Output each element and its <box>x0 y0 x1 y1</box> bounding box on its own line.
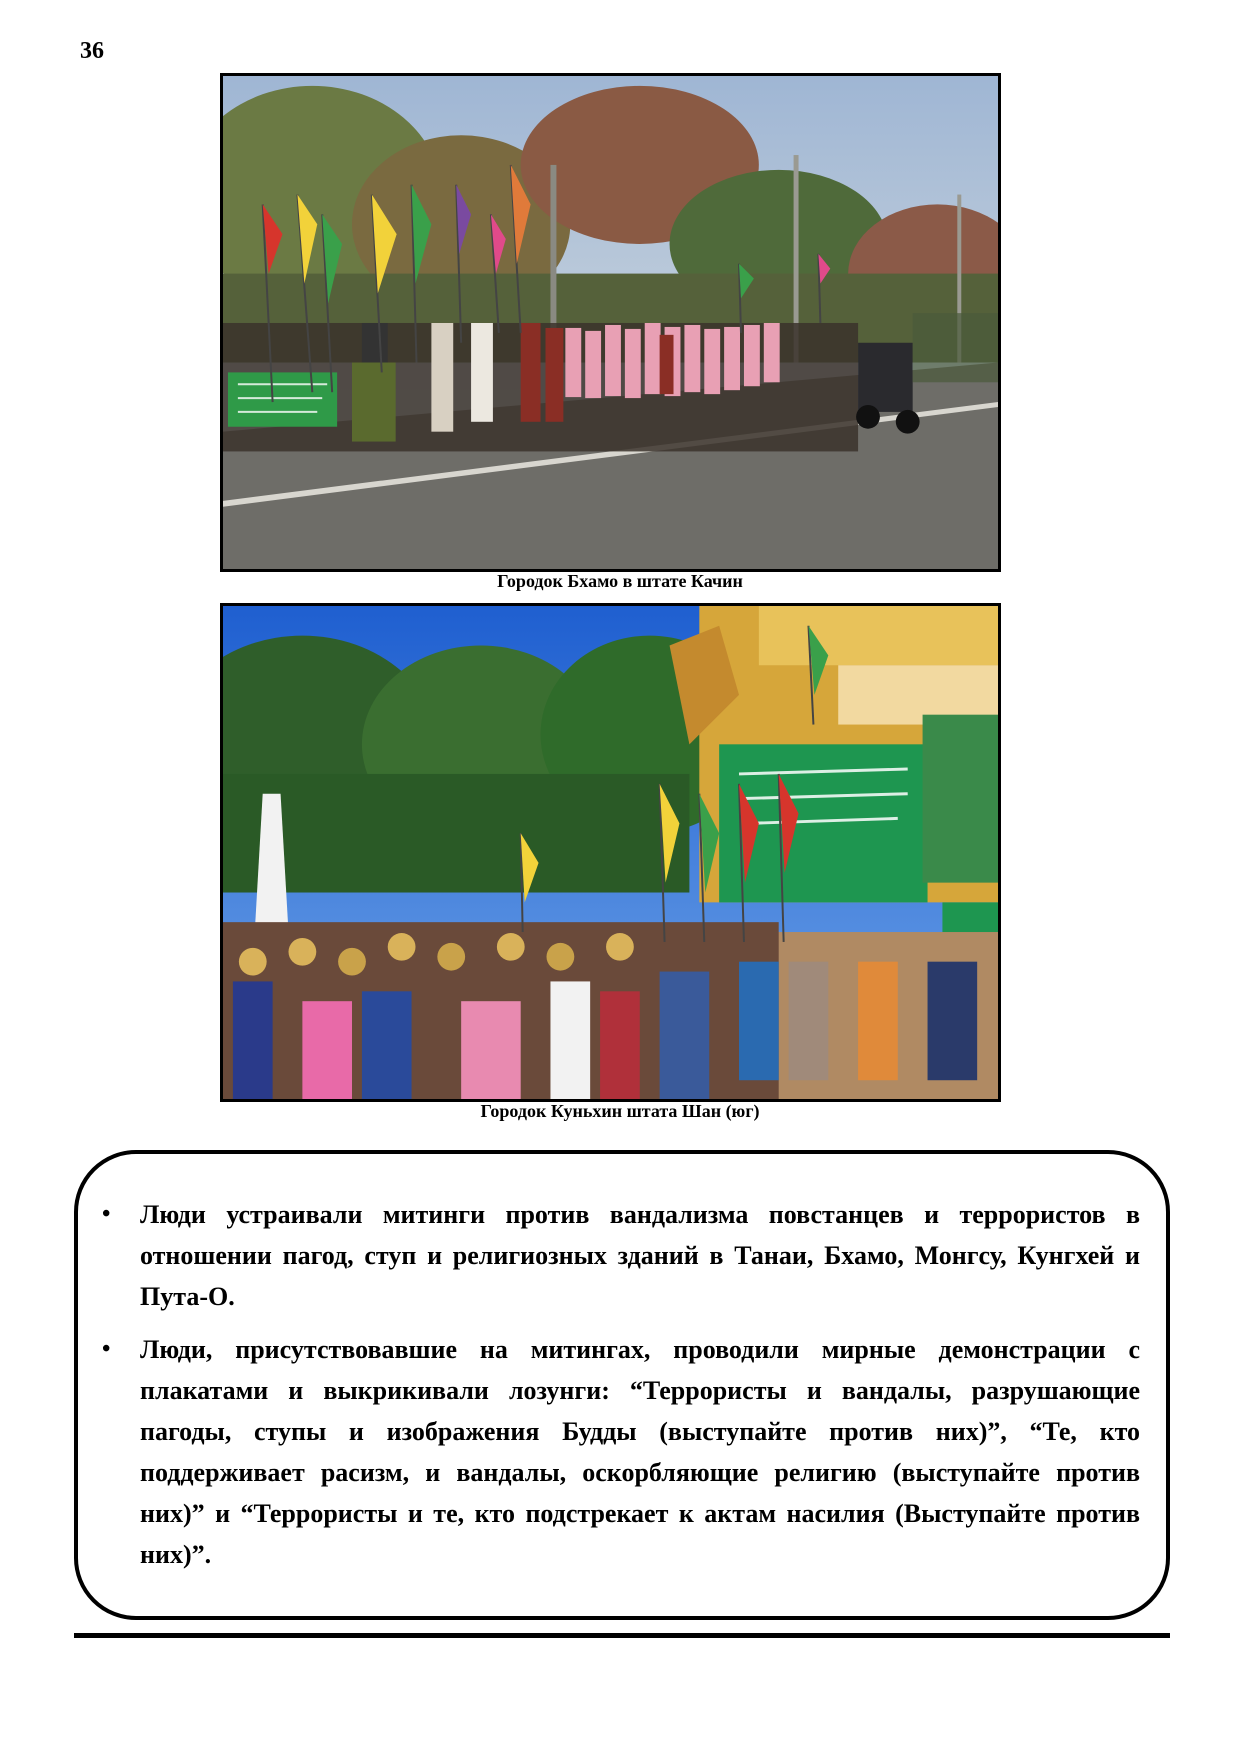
list-item-text: Люди устраивали митинги против вандализма повстанцев и террористов в отношении пагод, ступ и религиозных зданий в Танаи, Бхамо, Монгсу, Кунгхей и Пута-О. <box>140 1200 1140 1311</box>
page-number: 36 <box>80 38 104 64</box>
photo-caption-bhamo: Городок Бхамо в штате Качин <box>497 571 743 591</box>
info-list <box>102 1194 1140 1587</box>
photo-kunhing-rally <box>220 603 1001 1102</box>
photo-caption-kunhing: Городок Куньхин штата Шан (юг) <box>480 1101 760 1121</box>
bullet-icon: • <box>102 1336 111 1362</box>
photo-kunhing-image <box>223 606 998 1099</box>
bullet-icon: • <box>102 1201 111 1227</box>
photo-bhamo-procession <box>220 73 1001 572</box>
info-box <box>74 1150 1170 1620</box>
list-item-text: Люди, присутствовавшие на митингах, проводили мирные демонстрации с плакатами и выкрикивали лозунги: “Террористы и вандалы, разрушающие пагоды, ступы и изображения Будды (выступайте против них)”, “Те, кто поддерживает расизм, и вандалы, оскорбляющие религию (выступайте против них)” и “Террористы и те, кто подстрекает к актам насилия (Выступайте против них)”. <box>140 1335 1140 1569</box>
bottom-rule <box>74 1633 1170 1638</box>
list-item <box>102 1194 1140 1317</box>
list-item <box>102 1329 1140 1575</box>
photo-bhamo-image <box>223 76 998 569</box>
